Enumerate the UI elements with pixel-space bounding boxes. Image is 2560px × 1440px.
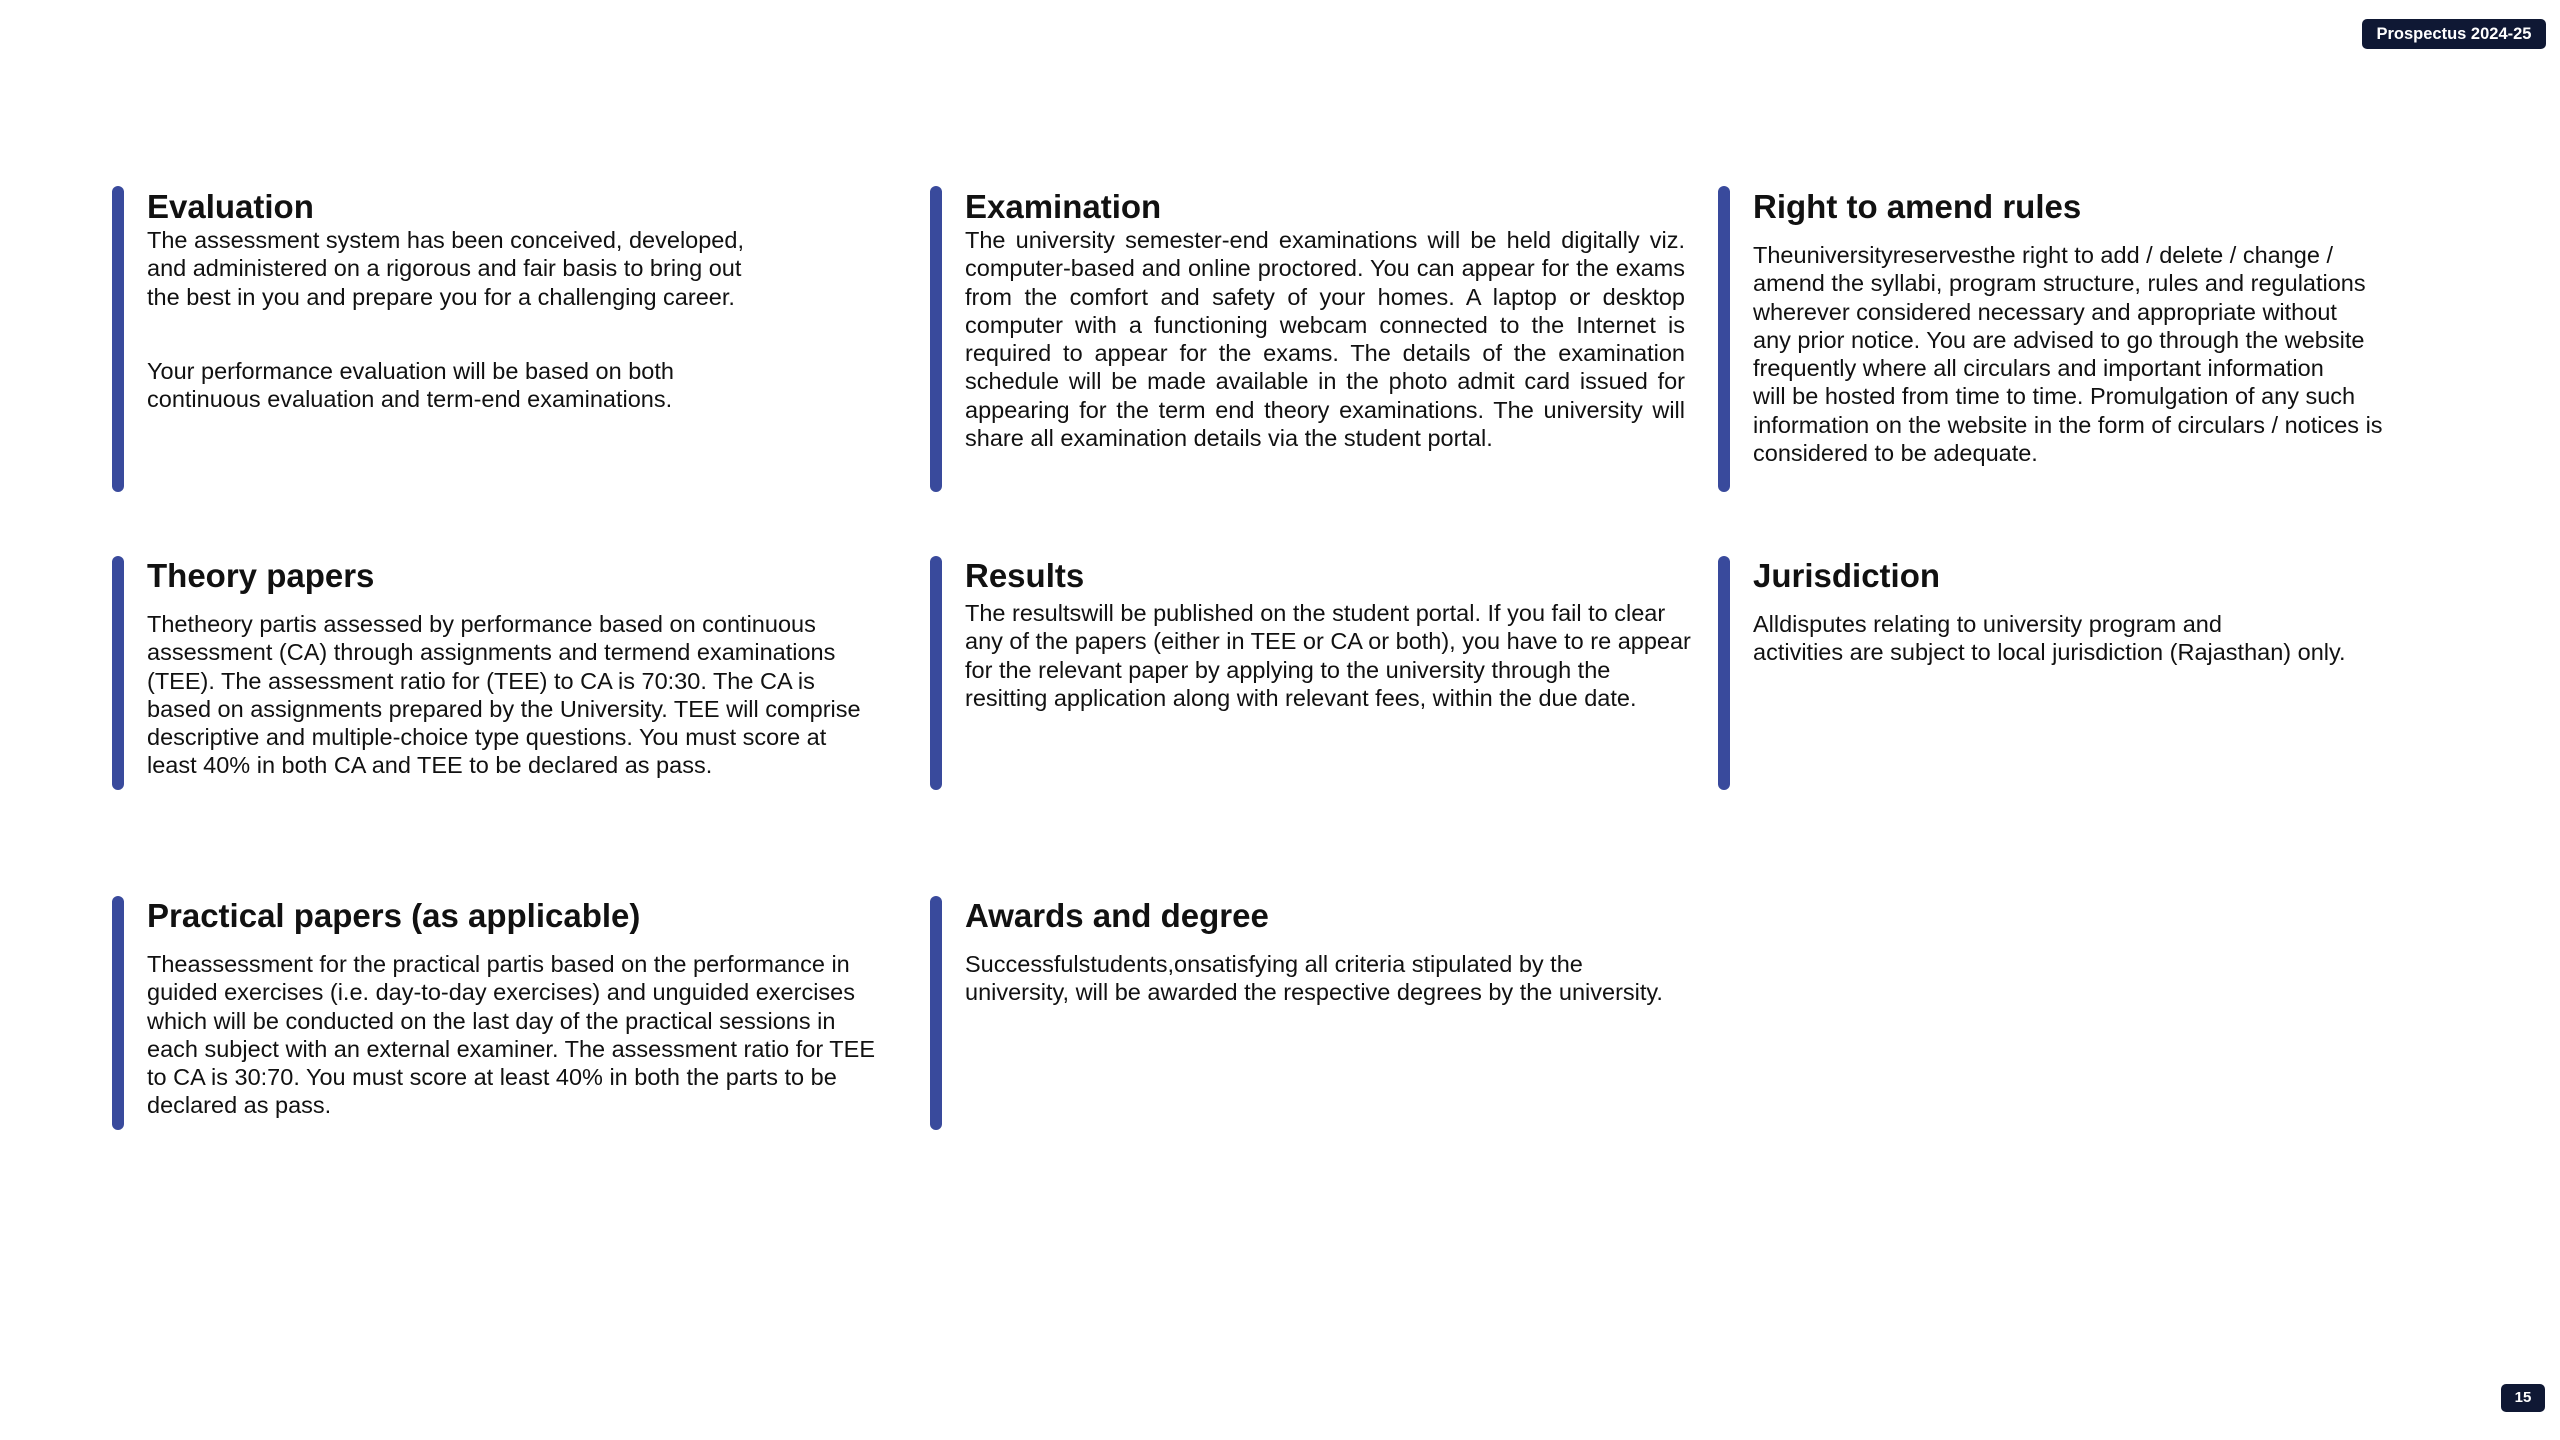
section-paragraph — [147, 950, 907, 1120]
section-title: Results — [965, 557, 1085, 594]
text-line: information on the website in the form of circulars / notices is — [1753, 411, 2383, 438]
section-jurisdiction — [1718, 556, 2498, 790]
section-paragraph — [147, 610, 907, 780]
text-line: resitting application along with relevant fees, within the due date. — [965, 684, 1637, 711]
text-line: and administered on a rigorous and fair basis to bring out — [147, 255, 742, 282]
section-accent-bar — [930, 556, 942, 790]
text-line: each subject with an external examiner. The assessment ratio for TEE — [147, 1035, 875, 1062]
section-evaluation — [112, 186, 872, 492]
section-awards-degree — [930, 896, 1710, 1130]
text-line: assessment (CA) through assignments and termend examinations — [147, 639, 836, 666]
text-line: Successfulstudents,onsatisfying all criteria stipulated by the — [965, 951, 1583, 977]
prospectus-badge: Prospectus 2024-25 — [2362, 19, 2546, 49]
text-line: (TEE). The assessment ratio for (TEE) to CA is 70:30. The CA is — [147, 667, 815, 694]
text-line: amend the syllabi, program structure, rules and regulations — [1753, 270, 2366, 297]
section-results — [930, 556, 1710, 790]
text-line: Theassessment for the practical partis based on the performance in — [147, 951, 850, 977]
section-paragraph — [1753, 610, 2493, 667]
text-line: for the relevant paper by applying to the university through the — [965, 656, 1611, 683]
section-paragraph — [965, 599, 1705, 712]
section-paragraph — [965, 950, 1705, 1007]
section-paragraph — [1753, 241, 2493, 467]
section-paragraph — [147, 226, 867, 311]
text-line: will be hosted from time to time. Promulgation of any such — [1753, 383, 2356, 410]
text-line: university, will be awarded the respective degrees by the university. — [965, 979, 1663, 1006]
section-practical-papers — [112, 896, 912, 1130]
section-title: Practical papers (as applicable) — [147, 897, 641, 934]
text-line: to CA is 30:70. You must score at least 40% in both the parts to be — [147, 1064, 837, 1091]
section-title: Theory papers — [147, 557, 375, 594]
text-line: guided exercises (i.e. day-to-day exercises) and unguided exercises — [147, 979, 855, 1006]
text-line: activities are subject to local jurisdiction (Rajasthan) only. — [1753, 639, 2346, 666]
section-accent-bar — [112, 556, 124, 790]
section-title: Jurisdiction — [1753, 557, 1941, 594]
section-theory-papers — [112, 556, 912, 790]
text-line: declared as pass. — [147, 1092, 332, 1119]
text-line: considered to be adequate. — [1753, 440, 2038, 467]
text-line: frequently where all circulars and important information — [1753, 355, 2324, 382]
text-line: any of the papers (either in TEE or CA or both), you have to re appear — [965, 628, 1691, 655]
section-accent-bar — [112, 896, 124, 1130]
text-line: Alldisputes relating to university program and — [1753, 611, 2222, 637]
text-line: based on assignments prepared by the University. TEE will comprise — [147, 695, 861, 722]
text-line: any prior notice. You are advised to go through the website — [1753, 326, 2365, 353]
text-line: wherever considered necessary and appropriate without — [1753, 298, 2337, 325]
section-right-to-amend — [1718, 186, 2498, 492]
section-accent-bar — [1718, 186, 1730, 492]
text-line: least 40% in both CA and TEE to be declared as pass. — [147, 752, 713, 779]
section-accent-bar — [930, 896, 942, 1130]
text-line: continuous evaluation and term-end examinations. — [147, 386, 673, 413]
section-paragraph — [147, 357, 867, 414]
section-paragraph: The university semester-end examinations will be held digitally viz. computer-based and online proctored. You can appear for the exams from the comfort and safety of your homes. A laptop or desktop computer with a functioning webcam connected to the Internet is required to appear for the exams. The details of the examination schedule will be made available in the photo admit card issued for appearing for the term end theory examinations. The university will share all examination details via the student portal. — [965, 227, 1685, 452]
section-examination — [930, 186, 1690, 492]
section-title: Right to amend rules — [1753, 188, 2082, 225]
text-line: descriptive and multiple-choice type questions. You must score at — [147, 724, 827, 751]
text-line: the best in you and prepare you for a challenging career. — [147, 283, 735, 310]
section-title: Examination — [965, 188, 1162, 225]
text-line: which will be conducted on the last day of the practical sessions in — [147, 1007, 836, 1034]
section-accent-bar — [930, 186, 942, 492]
text-line: Thetheory partis assessed by performance based on continuous — [147, 611, 816, 637]
section-title: Evaluation — [147, 188, 314, 225]
text-line: The resultswill be published on the student portal. If you fail to clear — [965, 600, 1666, 626]
page-number: 15 — [2501, 1384, 2545, 1412]
text-line: Theuniversityreservesthe right to add / delete / change / — [1753, 242, 2333, 268]
text-line: The assessment system has been conceived, developed, — [147, 227, 744, 253]
section-accent-bar — [1718, 556, 1730, 790]
section-title: Awards and degree — [965, 897, 1269, 934]
section-accent-bar — [112, 186, 124, 492]
text-line: Your performance evaluation will be based on both — [147, 357, 674, 384]
